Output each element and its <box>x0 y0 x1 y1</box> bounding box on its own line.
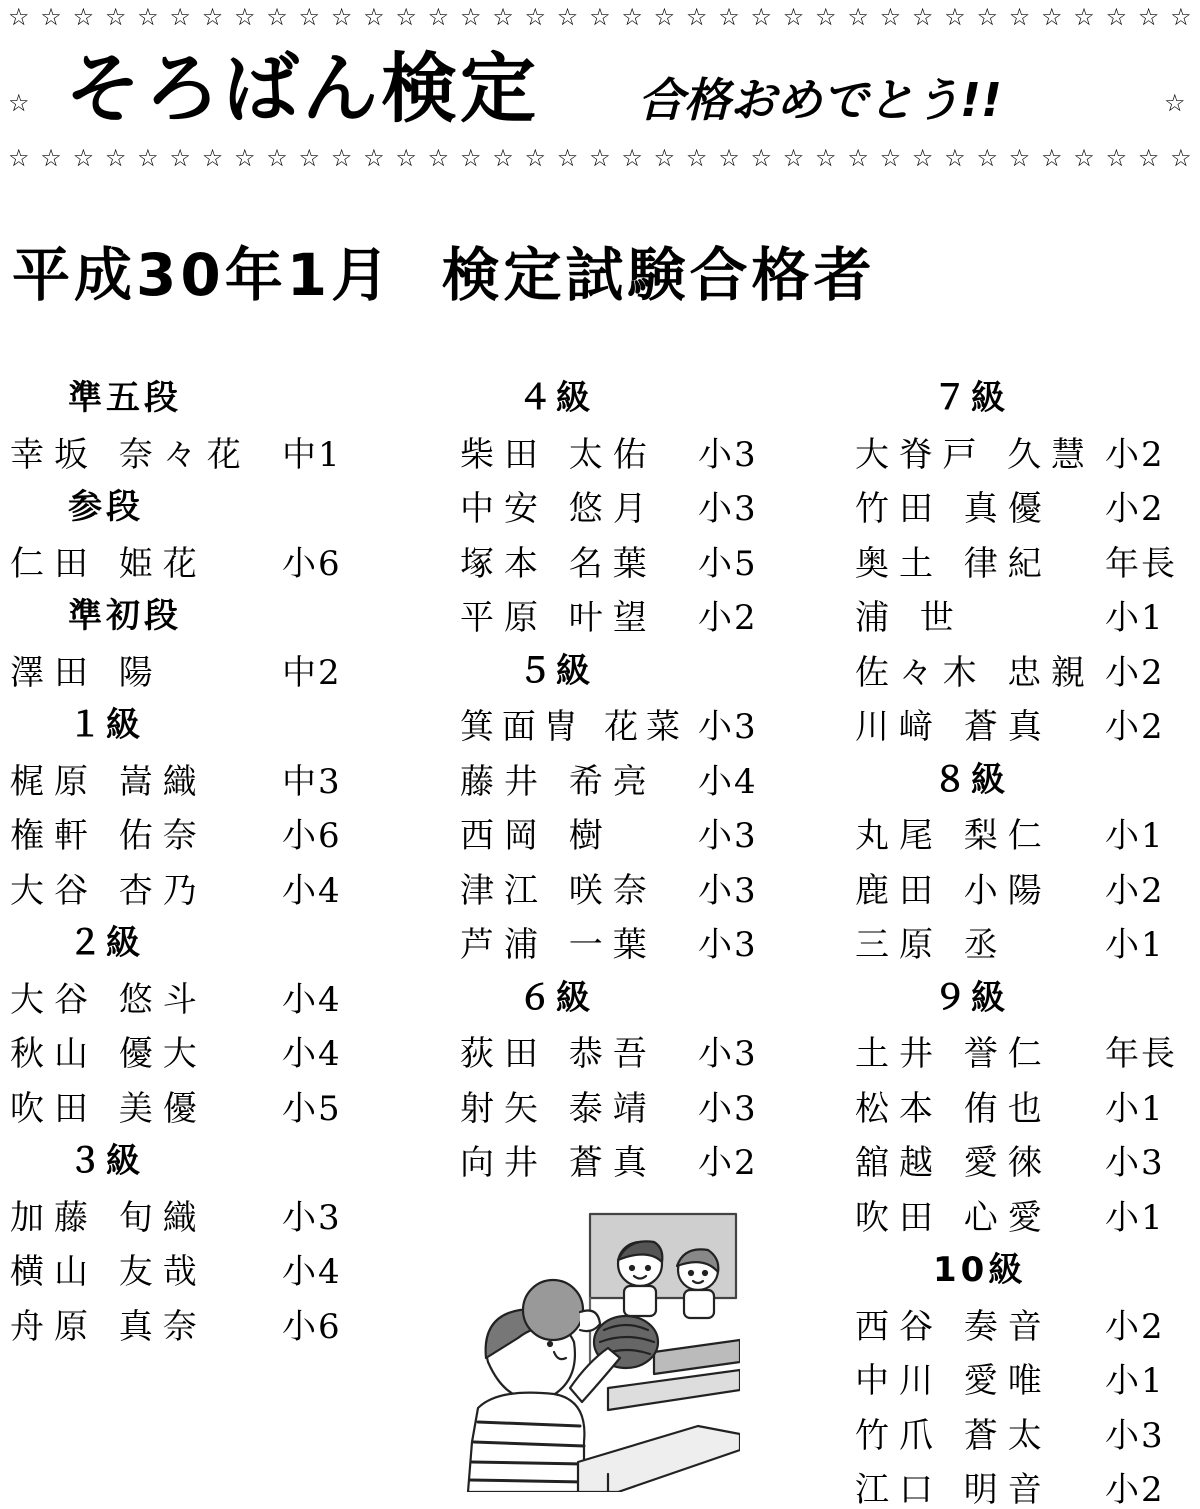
student-name: 射矢 泰靖 <box>460 1088 657 1129</box>
star-icon: ☆ <box>524 3 547 31</box>
list-item <box>855 425 1195 480</box>
list-item <box>10 643 350 698</box>
list-item <box>10 806 350 861</box>
star-icon: ☆ <box>137 144 159 172</box>
star-icon: ☆ <box>782 144 805 172</box>
student-grade-year: 小1 <box>1105 816 1165 856</box>
student-grade-year: 小2 <box>1105 707 1165 747</box>
star-icon: ☆ <box>395 3 417 31</box>
student-name: 土井 誉仁 <box>855 1034 1052 1074</box>
list-item <box>10 752 350 807</box>
student-grade-year: 小3 <box>698 434 758 475</box>
student-name: 西谷 奏音 <box>855 1306 1052 1347</box>
list-item <box>10 970 350 1025</box>
grade-heading-row <box>10 370 350 425</box>
student-grade-year: 小3 <box>1105 1143 1165 1183</box>
list-item <box>10 1242 350 1297</box>
star-icon: ☆ <box>395 144 417 172</box>
student-grade-year: 小3 <box>698 1088 758 1129</box>
student-grade-year: 小2 <box>1105 1306 1165 1347</box>
student-name: 鹿田 小陽 <box>855 870 1052 911</box>
list-item <box>855 534 1195 589</box>
star-icon: ☆ <box>169 3 191 31</box>
grade-heading: 準五段 <box>68 378 182 418</box>
star-icon: ☆ <box>718 144 740 172</box>
page-title: 平成30年1月 検定試験合格者 <box>12 241 876 309</box>
column-middle <box>440 370 770 1188</box>
list-item <box>10 1024 350 1079</box>
grade-heading-row <box>10 479 350 534</box>
grade-heading: ２級 <box>68 923 144 963</box>
student-grade-year: 年長 <box>1105 543 1177 584</box>
star-icon: ☆ <box>137 3 159 31</box>
student-name: 藤井 希亮 <box>460 761 657 802</box>
grade-heading-row <box>440 370 770 425</box>
student-grade-year: 小2 <box>698 1143 758 1183</box>
list-item <box>440 1133 770 1188</box>
star-icon: ☆ <box>40 3 62 31</box>
list-item <box>855 1460 1195 1509</box>
star-icon: ☆ <box>621 144 643 172</box>
list-item <box>440 425 770 480</box>
star-icon: ☆ <box>556 144 579 172</box>
student-name: 浦 世 <box>855 598 964 638</box>
star-icon: ☆ <box>40 144 62 172</box>
star-icon: ☆ <box>427 3 450 31</box>
student-name: 川﨑 蒼真 <box>855 707 1052 747</box>
star-icon: ☆ <box>104 144 127 172</box>
student-name: 権軒 佑奈 <box>10 816 207 856</box>
star-icon: ☆ <box>330 144 353 172</box>
star-icon: ☆ <box>1073 3 1095 31</box>
star-icon: ☆ <box>201 3 224 31</box>
star-icon: ☆ <box>976 144 998 172</box>
student-grade-year: 小2 <box>698 598 758 638</box>
star-icon: ☆ <box>847 144 869 172</box>
list-item <box>855 1133 1195 1188</box>
star-icon: ☆ <box>944 144 966 172</box>
grade-heading: 参段 <box>68 487 144 527</box>
star-icon: ☆ <box>1137 144 1160 172</box>
list-item <box>855 1297 1195 1352</box>
star-icon: ☆ <box>718 3 740 31</box>
grade-heading: ３級 <box>68 1141 144 1181</box>
star-icon: ☆ <box>1008 3 1031 31</box>
student-name: 吹田 美優 <box>10 1088 207 1129</box>
student-grade-year: 小3 <box>698 816 758 856</box>
student-grade-year: 小2 <box>1105 652 1165 693</box>
student-name: 梶原 嵩織 <box>10 761 207 802</box>
star-icon: ☆ <box>201 144 224 172</box>
student-name: 竹爪 蒼太 <box>855 1415 1052 1456</box>
star-border-bottom <box>8 143 1192 173</box>
star-icon: ☆ <box>782 3 805 31</box>
star-icon: ☆ <box>1105 144 1128 172</box>
list-item <box>10 861 350 916</box>
grade-heading-row <box>10 697 350 752</box>
star-icon: ☆ <box>976 3 998 31</box>
list-item <box>855 588 1195 643</box>
star-icon: ☆ <box>233 3 256 31</box>
star-icon: ☆ <box>169 144 191 172</box>
student-grade-year: 小1 <box>1105 1197 1165 1238</box>
student-name: 澤田 陽 <box>10 652 163 693</box>
star-icon: ☆ <box>556 3 579 31</box>
star-icon: ☆ <box>233 144 256 172</box>
list-item <box>10 1188 350 1243</box>
list-item <box>440 861 770 916</box>
star-icon: ☆ <box>1105 3 1128 31</box>
star-icon: ☆ <box>589 144 611 172</box>
student-name: 加藤 旬織 <box>10 1197 207 1238</box>
student-name: 吹田 心愛 <box>855 1197 1052 1238</box>
star-icon: ☆ <box>750 144 772 172</box>
star-icon: ☆ <box>1170 3 1192 31</box>
star-icon: ☆ <box>266 144 288 172</box>
student-grade-year: 中2 <box>282 652 342 693</box>
list-item <box>440 534 770 589</box>
list-item <box>440 806 770 861</box>
student-name: 松本 侑也 <box>855 1088 1052 1129</box>
student-name: 平原 叶望 <box>460 598 657 638</box>
student-grade-year: 小2 <box>1105 489 1165 529</box>
star-icon: ☆ <box>524 144 547 172</box>
star-icon: ☆ <box>653 144 676 172</box>
star-icon: ☆ <box>589 3 611 31</box>
student-name: 三原 丞 <box>855 925 1008 965</box>
student-grade-year: 小3 <box>698 707 758 747</box>
star-icon: ☆ <box>621 3 643 31</box>
student-grade-year: 中3 <box>282 761 342 802</box>
grade-heading: ５級 <box>518 650 594 691</box>
list-item <box>855 697 1195 752</box>
star-icon: ☆ <box>363 3 385 31</box>
student-name: 津江 咲奈 <box>460 870 657 911</box>
grade-heading-row <box>855 752 1195 807</box>
star-icon: ☆ <box>879 144 902 172</box>
student-grade-year: 小2 <box>1105 434 1165 475</box>
grade-heading: 10級 <box>933 1250 1027 1290</box>
star-icon: ☆ <box>1008 144 1031 172</box>
grade-heading: １級 <box>68 705 144 745</box>
star-icon: ☆ <box>911 144 934 172</box>
student-grade-year: 小5 <box>282 1088 342 1129</box>
student-name: 舘越 愛徠 <box>855 1143 1052 1183</box>
student-grade-year: 小4 <box>282 1252 342 1292</box>
student-name: 塚本 名葉 <box>460 543 657 584</box>
student-grade-year: 小1 <box>1105 1361 1165 1401</box>
list-item <box>855 479 1195 534</box>
star-icon: ☆ <box>330 3 353 31</box>
star-icon: ☆ <box>750 3 772 31</box>
star-icon: ☆ <box>492 144 514 172</box>
student-name: 佐々木 忠親 <box>855 652 1095 693</box>
student-name: 仁田 姫花 <box>10 543 207 584</box>
star-icon: ☆ <box>847 3 869 31</box>
student-grade-year: 小3 <box>698 870 758 911</box>
star-icon: ☆ <box>72 3 95 31</box>
star-icon: ☆ <box>685 144 708 172</box>
student-grade-year: 小2 <box>1105 870 1165 911</box>
star-icon: ☆ <box>685 3 708 31</box>
student-grade-year: 小4 <box>282 870 342 911</box>
star-icon: ☆ <box>459 3 482 31</box>
student-name: 江口 明音 <box>855 1470 1052 1509</box>
list-item <box>10 425 350 480</box>
student-grade-year: 年長 <box>1105 1034 1177 1074</box>
list-item <box>440 697 770 752</box>
student-grade-year: 小3 <box>1105 1415 1165 1456</box>
list-item <box>855 1406 1195 1461</box>
star-icon: ☆ <box>459 144 482 172</box>
student-name: 舟原 真奈 <box>10 1306 207 1347</box>
student-name: 丸尾 梨仁 <box>855 816 1052 856</box>
student-grade-year: 小1 <box>1105 1088 1165 1129</box>
star-icon: ☆ <box>1164 89 1186 117</box>
grade-heading-row <box>10 915 350 970</box>
star-icon: ☆ <box>492 3 514 31</box>
student-grade-year: 小4 <box>282 979 342 1020</box>
grade-heading-row <box>440 643 770 698</box>
star-icon: ☆ <box>427 144 450 172</box>
grade-heading: ４級 <box>518 378 594 418</box>
star-icon: ☆ <box>363 144 385 172</box>
banner-subtitle: 合格おめでとう!! <box>638 73 1002 127</box>
student-grade-year: 中1 <box>282 434 342 475</box>
list-item <box>10 1079 350 1134</box>
grade-heading: ６級 <box>518 977 594 1018</box>
student-name: 芦浦 一葉 <box>460 925 657 965</box>
star-icon: ☆ <box>911 3 934 31</box>
student-name: 秋山 優大 <box>10 1034 207 1074</box>
column-left <box>10 370 350 1351</box>
student-grade-year: 小3 <box>282 1197 342 1238</box>
grade-heading-row <box>440 970 770 1025</box>
student-grade-year: 小6 <box>282 1306 342 1347</box>
student-name: 向井 蒼真 <box>460 1143 657 1183</box>
student-grade-year: 小3 <box>698 1034 758 1074</box>
column-right <box>855 370 1195 1509</box>
star-icon: ☆ <box>8 89 30 117</box>
list-item <box>10 534 350 589</box>
student-grade-year: 小4 <box>282 1034 342 1074</box>
star-icon: ☆ <box>266 3 288 31</box>
student-name: 竹田 真優 <box>855 489 1052 529</box>
star-icon: ☆ <box>1041 3 1063 31</box>
student-grade-year: 小6 <box>282 816 342 856</box>
grade-heading: ７級 <box>933 378 1009 418</box>
student-name: 荻田 恭吾 <box>460 1034 657 1074</box>
star-icon: ☆ <box>8 144 30 172</box>
grade-heading: ９級 <box>933 977 1009 1018</box>
star-icon: ☆ <box>815 3 837 31</box>
grade-heading-row <box>10 588 350 643</box>
student-name: 中安 悠月 <box>460 489 657 529</box>
student-grade-year: 小3 <box>698 489 758 529</box>
star-icon: ☆ <box>104 3 127 31</box>
star-icon: ☆ <box>298 144 321 172</box>
grade-heading-row <box>855 970 1195 1025</box>
classroom-illustration <box>458 1212 740 1492</box>
student-name: 柴田 太佑 <box>460 434 657 475</box>
list-item <box>440 1079 770 1134</box>
list-item <box>855 1079 1195 1134</box>
star-icon: ☆ <box>298 3 321 31</box>
student-grade-year: 小1 <box>1105 925 1165 965</box>
student-grade-year: 小3 <box>698 925 758 965</box>
banner-title: そろばん検定 <box>65 44 539 133</box>
list-item <box>855 1188 1195 1243</box>
list-item <box>10 1297 350 1352</box>
list-item <box>855 915 1195 970</box>
student-name: 大脊戸 久慧 <box>855 434 1095 475</box>
student-name: 横山 友哉 <box>10 1252 207 1292</box>
student-grade-year: 小5 <box>698 543 758 584</box>
list-item <box>855 861 1195 916</box>
star-icon: ☆ <box>1170 144 1192 172</box>
star-icon: ☆ <box>879 3 902 31</box>
star-icon: ☆ <box>815 144 837 172</box>
star-icon: ☆ <box>1041 144 1063 172</box>
list-item <box>440 588 770 643</box>
student-name: 幸坂 奈々花 <box>10 434 251 475</box>
student-name: 奥土 律紀 <box>855 543 1052 584</box>
student-name: 西岡 樹 <box>460 816 613 856</box>
list-item <box>855 806 1195 861</box>
star-border-top <box>8 2 1192 32</box>
grade-heading-row <box>855 1242 1195 1297</box>
star-icon: ☆ <box>1137 3 1160 31</box>
grade-heading-row <box>855 370 1195 425</box>
student-name: 大谷 悠斗 <box>10 979 207 1020</box>
grade-heading: ８級 <box>933 759 1009 800</box>
list-item <box>855 1024 1195 1079</box>
list-item <box>440 479 770 534</box>
list-item <box>440 752 770 807</box>
student-grade-year: 小6 <box>282 543 342 584</box>
star-icon: ☆ <box>72 144 95 172</box>
list-item <box>855 1351 1195 1406</box>
list-item <box>440 915 770 970</box>
student-name: 箕面冑 花菜 <box>460 707 688 747</box>
student-grade-year: 小2 <box>1105 1470 1165 1509</box>
student-name: 中川 愛唯 <box>855 1361 1052 1401</box>
grade-heading-row <box>10 1133 350 1188</box>
student-grade-year: 小1 <box>1105 598 1165 638</box>
student-name: 大谷 杏乃 <box>10 870 207 911</box>
star-icon: ☆ <box>944 3 966 31</box>
grade-heading: 準初段 <box>68 596 182 636</box>
star-icon: ☆ <box>653 3 676 31</box>
star-icon: ☆ <box>1073 144 1095 172</box>
list-item <box>440 1024 770 1079</box>
list-item <box>855 643 1195 698</box>
star-icon: ☆ <box>8 3 30 31</box>
student-grade-year: 小4 <box>698 761 758 802</box>
